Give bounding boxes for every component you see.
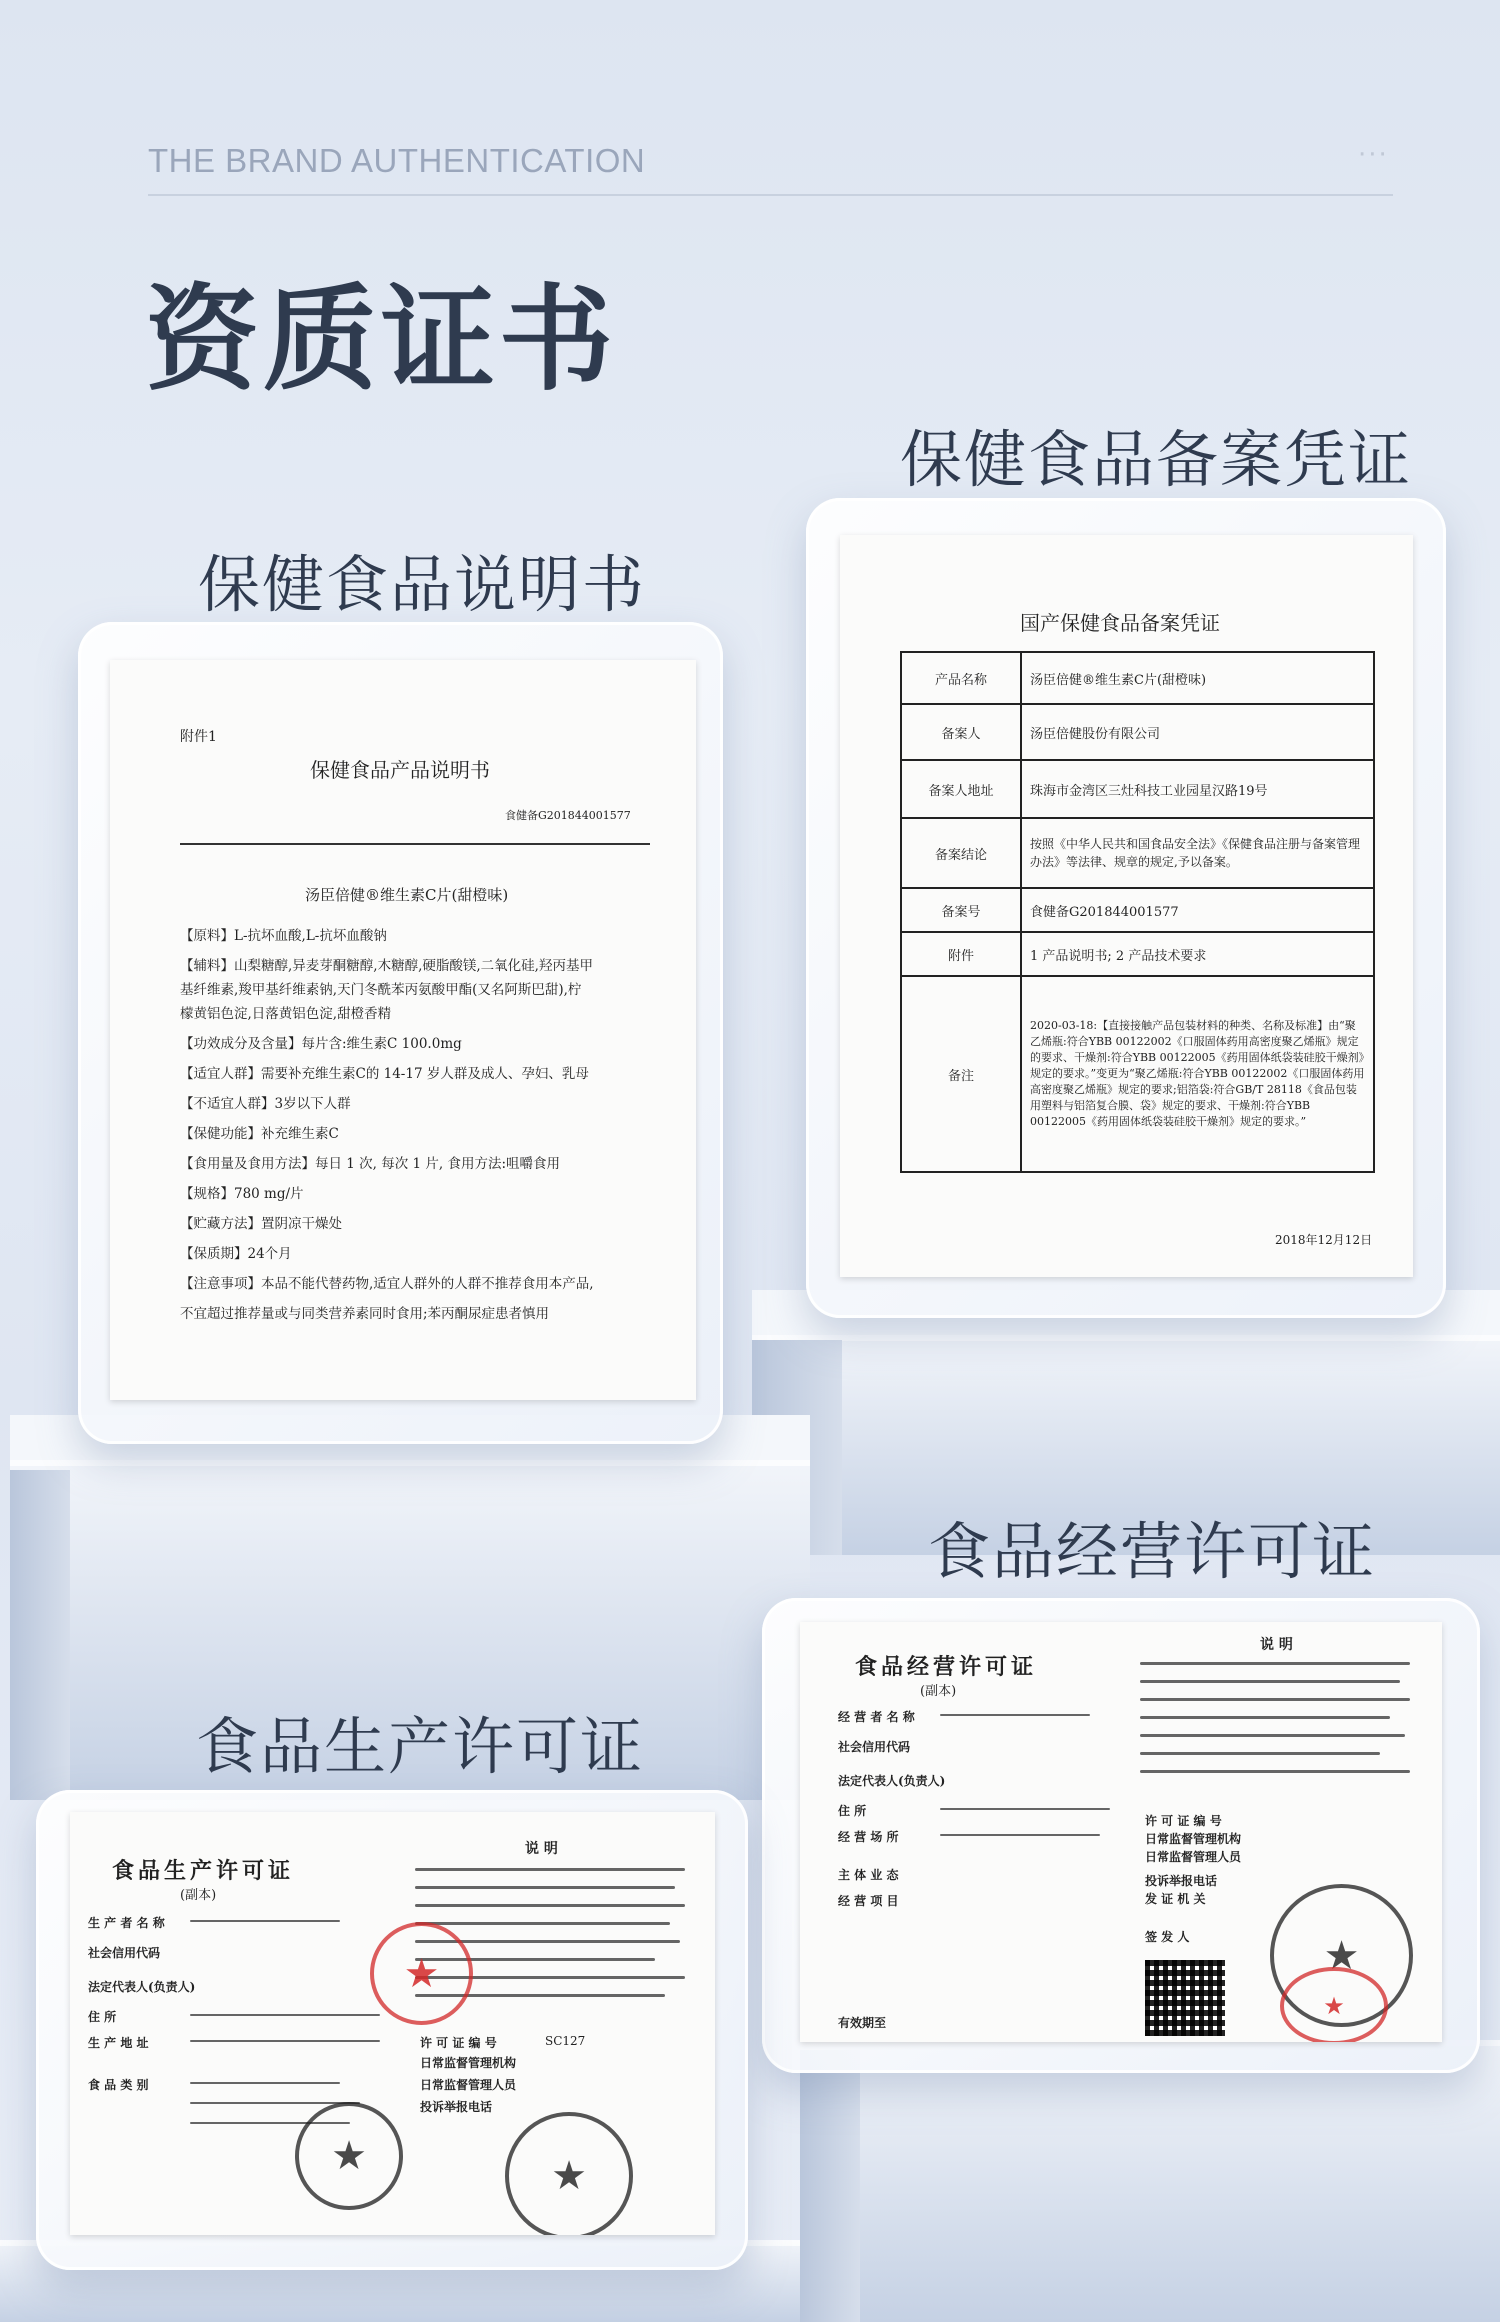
- manual-line: 【贮藏方法】置阴凉干燥处: [180, 1216, 342, 1232]
- manual-line: 【食用量及食用方法】每日 1 次, 每次 1 片, 食用方法:咀嚼食用: [180, 1156, 561, 1172]
- business-right-field: 投诉举报电话: [1145, 1874, 1218, 1888]
- seal-stamp-icon: ★: [505, 2112, 633, 2235]
- ink-line: [190, 1920, 340, 1922]
- ink-line: [415, 1922, 670, 1925]
- qr-code-icon: [1145, 1960, 1225, 2036]
- label-health-manual: 保健食品说明书: [198, 548, 647, 621]
- record-key: 备案人: [901, 704, 1021, 760]
- production-right-field: 日常监督管理人员: [420, 2078, 517, 2092]
- business-field: 主 体 业 态: [838, 1868, 899, 1882]
- manual-document: [110, 660, 696, 1400]
- production-field: 法定代表人(负责人): [88, 1980, 196, 1994]
- business-valid: 有效期至: [838, 2016, 887, 2030]
- red-seal-stamp-icon: ★: [1280, 1967, 1388, 2042]
- more-dots-icon: ···: [1358, 140, 1389, 170]
- ink-line: [940, 1714, 1090, 1716]
- manual-line: 【规格】780 mg/片: [180, 1186, 304, 1202]
- production-field: 生 产 者 名 称: [88, 1916, 165, 1930]
- seal-stamp-icon: ★: [295, 2102, 403, 2210]
- record-table: [900, 651, 1375, 1173]
- ink-line: [190, 2040, 380, 2042]
- production-right-heading: 说 明: [525, 1841, 558, 1857]
- record-key: 备注: [901, 976, 1021, 1172]
- production-field: 食 品 类 别: [88, 2078, 149, 2092]
- production-field: 住 所: [88, 2010, 117, 2024]
- record-value: 汤臣倍健股份有限公司: [1021, 704, 1374, 760]
- brand-subtitle: THE BRAND AUTHENTICATION: [148, 142, 646, 179]
- business-field: 法定代表人(负责人): [838, 1774, 946, 1788]
- manual-line: 【适宜人群】需要补充维生素C的 14-17 岁人群及成人、孕妇、乳母: [180, 1066, 589, 1082]
- production-field: 生 产 地 址: [88, 2036, 149, 2050]
- business-right-field: 许 可 证 编 号: [1145, 1814, 1222, 1828]
- business-right-field: 日常监督管理人员: [1145, 1850, 1242, 1864]
- ink-line: [415, 1904, 685, 1907]
- header-divider: [148, 194, 1393, 196]
- ink-line: [1140, 1770, 1410, 1773]
- record-value: 2020-03-18:【直接接触产品包装材料的种类、名称及标准】由“聚乙烯瓶:符合YBB 00122002《口服固体药用高密度聚乙烯瓶》规定的要求、干燥剂:符合YBB 00122005《药用固体纸袋装硅胶干燥剂》规定的要求。”变更为“聚乙烯瓶:符合YBB 00122002《口服固体药用高密度聚乙烯瓶》规定的要求;铝箔袋:符合GB/T 28118《食品包装用塑料与铝箔复合膜、袋》规定的要求、干燥剂:符合YBB 00122005《药用固体纸袋装硅胶干燥剂》规定的要求。”: [1021, 976, 1374, 1172]
- production-license-document: [70, 1812, 715, 2235]
- record-key: 备案人地址: [901, 760, 1021, 818]
- record-value: 汤臣倍健®维生素C片(甜橙味): [1021, 652, 1374, 704]
- record-key: 备案号: [901, 888, 1021, 932]
- business-field: 经 营 者 名 称: [838, 1710, 915, 1724]
- business-field: 住 所: [838, 1804, 867, 1818]
- record-title: 国产保健食品备案凭证: [1020, 611, 1220, 635]
- record-value: 食健备G201844001577: [1021, 888, 1374, 932]
- business-field: 经 营 场 所: [838, 1830, 899, 1844]
- label-health-record: 保健食品备案凭证: [900, 423, 1413, 496]
- business-title: 食品经营许可证: [855, 1654, 1038, 1680]
- business-right-field: 日常监督管理机构: [1145, 1832, 1242, 1846]
- business-subtitle: (副本): [920, 1684, 957, 1699]
- ink-line: [1140, 1680, 1400, 1683]
- production-right-field: 许 可 证 编 号: [420, 2036, 497, 2050]
- ink-line: [940, 1834, 1100, 1836]
- ink-line: [415, 1886, 675, 1889]
- production-permit-no: SC127: [545, 2034, 586, 2048]
- pedestal-left-side: [10, 1470, 70, 1800]
- business-right-heading: 说 明: [1260, 1637, 1293, 1653]
- pedestal-bottom-right: [800, 2040, 1500, 2322]
- ink-line: [1140, 1716, 1390, 1719]
- manual-title: 保健食品产品说明书: [310, 758, 490, 782]
- production-right-field: 日常监督管理机构: [420, 2056, 517, 2070]
- label-business-license: 食品经营许可证: [928, 1515, 1377, 1588]
- ink-line: [1140, 1698, 1410, 1701]
- pedestal-bottom-right-side: [800, 2050, 860, 2322]
- table-row: [901, 888, 1374, 932]
- record-key: 备案结论: [901, 818, 1021, 888]
- table-row: [901, 704, 1374, 760]
- ink-line: [415, 1868, 685, 1871]
- manual-line: 【保健功能】补充维生素C: [180, 1126, 339, 1142]
- manual-line: 【注意事项】本品不能代替药物,适宜人群外的人群不推荐食用本产品,: [180, 1276, 594, 1292]
- table-row: [901, 976, 1374, 1172]
- business-right-field: 发 证 机 关: [1145, 1892, 1206, 1906]
- manual-line: 【不适宜人群】3岁以下人群: [180, 1096, 351, 1112]
- production-subtitle: (副本): [180, 1888, 217, 1903]
- ink-line: [940, 1808, 1110, 1810]
- record-value: 按照《中华人民共和国食品安全法》《保健食品注册与备案管理办法》等法律、规章的规定,予以备案。: [1021, 818, 1374, 888]
- business-right-field: 签 发 人: [1145, 1930, 1190, 1944]
- record-value: 1 产品说明书; 2 产品技术要求: [1021, 932, 1374, 976]
- ink-line: [1140, 1662, 1410, 1665]
- business-field: 经 营 项 目: [838, 1894, 899, 1908]
- ink-line: [1140, 1752, 1380, 1755]
- table-row: [901, 818, 1374, 888]
- production-field: 社会信用代码: [88, 1946, 161, 1960]
- manual-line: 檬黄铝色淀,日落黄铝色淀,甜橙香精: [180, 1006, 392, 1022]
- production-title: 食品生产许可证: [112, 1858, 295, 1884]
- manual-attachment: 附件1: [180, 729, 217, 745]
- red-seal-stamp-icon: ★: [370, 1922, 473, 2025]
- record-document: [840, 535, 1413, 1277]
- manual-line: 【保质期】24个月: [180, 1246, 292, 1262]
- manual-line: 【原料】L-抗坏血酸,L-抗坏血酸钠: [180, 928, 387, 944]
- record-key: 附件: [901, 932, 1021, 976]
- table-row: [901, 932, 1374, 976]
- production-right-field: 投诉举报电话: [420, 2100, 493, 2114]
- manual-line: 【功效成分及含量】每片含:维生素C 100.0mg: [180, 1036, 462, 1052]
- ink-line: [190, 2014, 380, 2016]
- ink-line: [1140, 1734, 1405, 1737]
- page-title: 资质证书: [145, 273, 618, 406]
- table-row: [901, 652, 1374, 704]
- ink-line: [190, 2082, 340, 2084]
- table-row: [901, 760, 1374, 818]
- manual-line: 不宜超过推荐量或与同类营养素同时食用;苯丙酮尿症患者慎用: [180, 1306, 550, 1322]
- business-license-document: [800, 1622, 1442, 2042]
- manual-record-no: 食健备G201844001577: [505, 809, 631, 822]
- record-value: 珠海市金湾区三灶科技工业园星汉路19号: [1021, 760, 1374, 818]
- manual-line: 【辅料】山梨糖醇,异麦芽酮糖醇,木糖醇,硬脂酸镁,二氧化硅,羟丙基甲: [180, 958, 593, 974]
- manual-line: 基纤维素,羧甲基纤维素钠,天门冬酰苯丙氨酸甲酯(又名阿斯巴甜),柠: [180, 982, 582, 998]
- record-date: 2018年12月12日: [1275, 1233, 1373, 1247]
- seal-stamp-icon: ★: [1270, 1884, 1413, 2027]
- label-production-license: 食品生产许可证: [196, 1710, 645, 1783]
- manual-product: 汤臣倍健®维生素C片(甜橙味): [305, 886, 509, 904]
- business-field: 社会信用代码: [838, 1740, 911, 1754]
- manual-divider: [180, 843, 650, 845]
- record-key: 产品名称: [901, 652, 1021, 704]
